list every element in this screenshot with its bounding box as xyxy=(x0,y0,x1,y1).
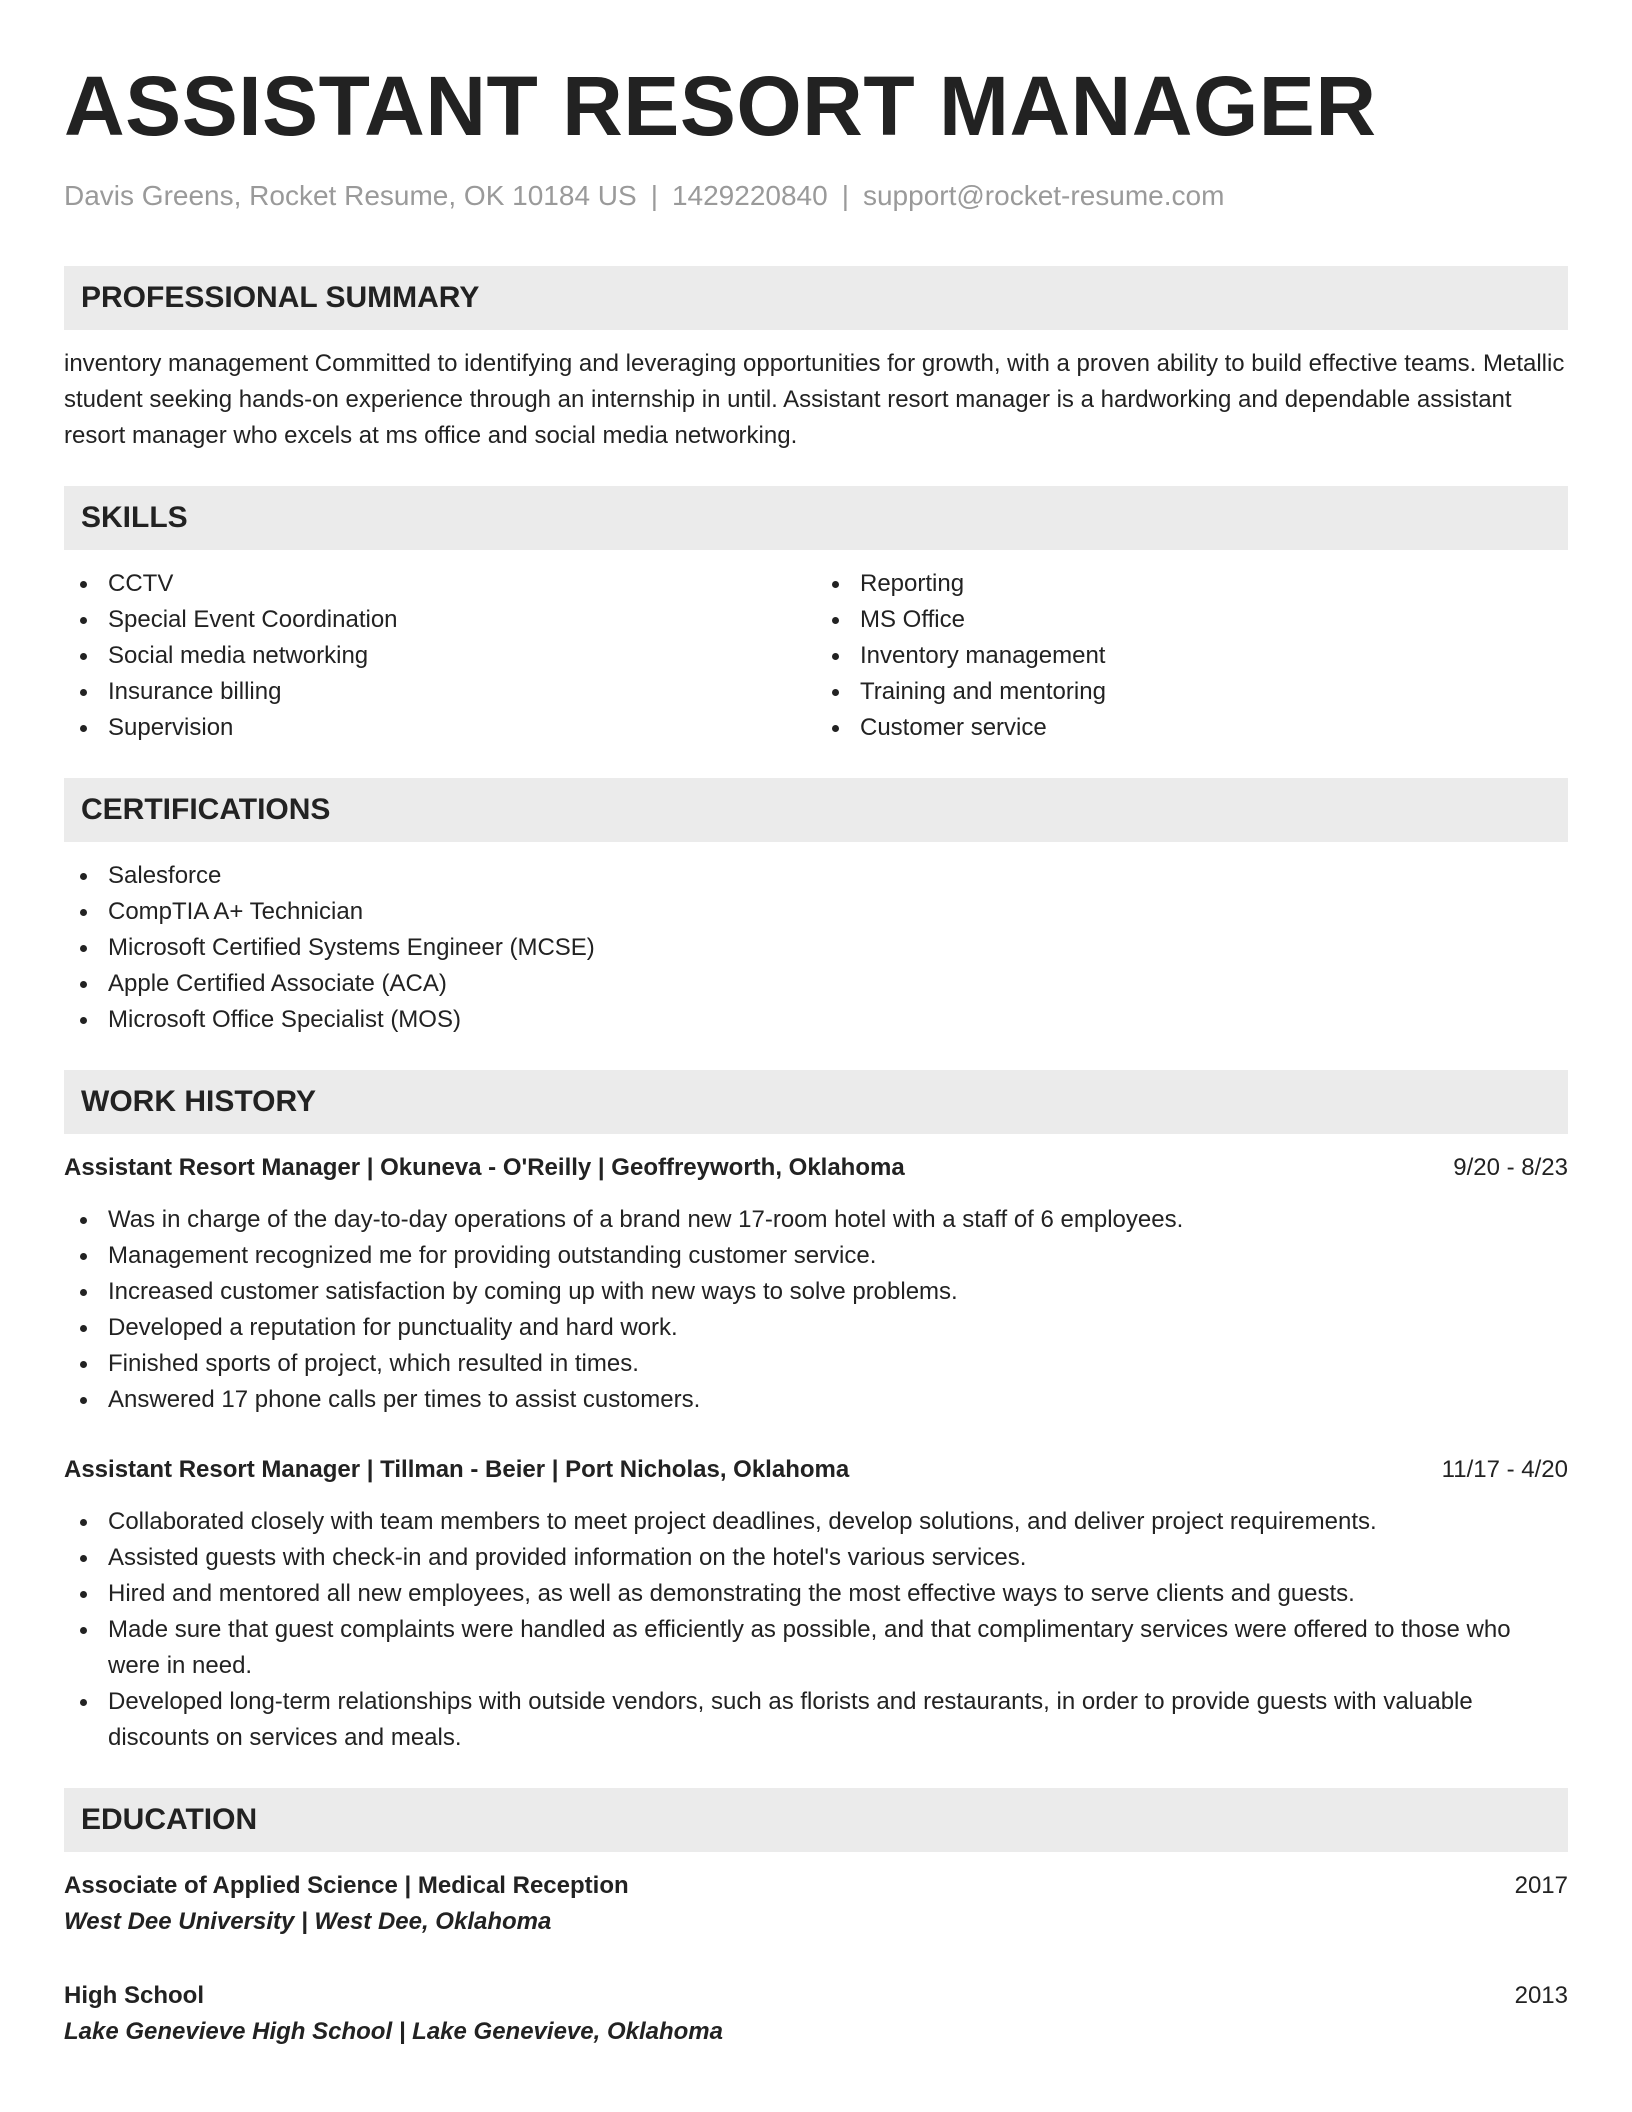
certification-item: CompTIA A+ Technician xyxy=(64,894,1568,930)
education-heading: EDUCATION xyxy=(64,1788,1568,1852)
job-header xyxy=(64,1150,1568,1186)
skill-item: Training and mentoring xyxy=(816,674,1568,710)
summary-section xyxy=(64,266,1568,454)
resume-title: ASSISTANT RESORT MANAGER xyxy=(64,59,1377,153)
certification-item: Salesforce xyxy=(64,858,1568,894)
skill-item: Insurance billing xyxy=(64,674,816,710)
education-year: 2013 xyxy=(1514,1982,1568,2009)
school-name: West Dee University | West Dee, Oklahoma xyxy=(64,1908,552,1935)
job-entry xyxy=(64,1452,1568,1756)
job-bullet: Increased customer satisfaction by coming up with new ways to solve problems. xyxy=(64,1274,1568,1310)
school-name: Lake Genevieve High School | Lake Genevieve, Oklahoma xyxy=(64,2018,723,2045)
contact-separator: | xyxy=(650,180,658,211)
skills-heading: SKILLS xyxy=(64,486,1568,550)
degree-title: Associate of Applied Science | Medical Reception xyxy=(64,1872,629,1899)
job-bullet: Finished sports of project, which resulted in times. xyxy=(64,1346,1568,1382)
contact-email: support@rocket-resume.com xyxy=(862,180,1225,211)
job-bullet: Was in charge of the day-to-day operations of a brand new 17-room hotel with a staff of 6 employees. xyxy=(64,1202,1568,1238)
certification-item: Microsoft Office Specialist (MOS) xyxy=(64,1002,1568,1038)
skill-item: Reporting xyxy=(816,566,1568,602)
degree-title: High School xyxy=(64,1982,204,2009)
job-dates: 9/20 - 8/23 xyxy=(1453,1154,1568,1181)
education-section xyxy=(64,1788,1568,2050)
skill-item: Supervision xyxy=(64,710,816,746)
job-bullet: Hired and mentored all new employees, as well as demonstrating the most effective ways to serve clients and guests. xyxy=(64,1576,1568,1612)
certifications-heading: CERTIFICATIONS xyxy=(64,778,1568,842)
certification-item: Apple Certified Associate (ACA) xyxy=(64,966,1568,1002)
summary-heading: PROFESSIONAL SUMMARY xyxy=(64,266,1568,330)
job-entry xyxy=(64,1150,1568,1418)
education-year: 2017 xyxy=(1514,1872,1568,1899)
job-bullet: Developed a reputation for punctuality and hard work. xyxy=(64,1310,1568,1346)
work-history-heading: WORK HISTORY xyxy=(64,1070,1568,1134)
skill-item: MS Office xyxy=(816,602,1568,638)
contact-separator: | xyxy=(841,180,849,211)
job-bullet: Management recognized me for providing outstanding customer service. xyxy=(64,1238,1568,1274)
job-bullets xyxy=(64,1504,1568,1756)
job-bullet: Collaborated closely with team members to meet project deadlines, develop solutions, and deliver project requirements. xyxy=(64,1504,1568,1540)
job-dates: 11/17 - 4/20 xyxy=(1441,1456,1568,1483)
skills-column-right xyxy=(816,566,1568,746)
certifications-section xyxy=(64,778,1568,1038)
skills-column-left xyxy=(64,566,816,746)
certifications-list xyxy=(64,858,1568,1038)
summary-text: inventory management Committed to identifying and leveraging opportunities for growth, with a proven ability to build effective teams. Metallic student seeking hands-on experience through an internship in until. Assistant resort manager is a hardworking and dependable assistant resort manager who excels at ms office and social media networking. xyxy=(64,350,1565,449)
skills-section xyxy=(64,486,1568,746)
job-header xyxy=(64,1452,1568,1488)
education-header xyxy=(64,1978,1568,2014)
job-title: Assistant Resort Manager | Tillman - Beier | Port Nicholas, Oklahoma xyxy=(64,1456,850,1483)
job-bullet: Assisted guests with check-in and provided information on the hotel's various services. xyxy=(64,1540,1568,1576)
certification-item: Microsoft Certified Systems Engineer (MCSE) xyxy=(64,930,1568,966)
skill-item: Social media networking xyxy=(64,638,816,674)
contact-address: Davis Greens, Rocket Resume, OK 10184 US xyxy=(64,180,637,211)
job-bullet: Developed long-term relationships with outside vendors, such as florists and restaurants, in order to provide guests with valuable discounts on services and meals. xyxy=(64,1684,1568,1756)
skill-item: CCTV xyxy=(64,566,816,602)
skill-item: Inventory management xyxy=(816,638,1568,674)
education-entry xyxy=(64,1978,1568,2050)
job-title: Assistant Resort Manager | Okuneva - O'Reilly | Geoffreyworth, Oklahoma xyxy=(64,1154,905,1181)
job-bullet: Answered 17 phone calls per times to assist customers. xyxy=(64,1382,1568,1418)
skill-item: Customer service xyxy=(816,710,1568,746)
job-bullet: Made sure that guest complaints were handled as efficiently as possible, and that complimentary services were offered to those who were in need. xyxy=(64,1612,1568,1684)
skills-grid xyxy=(64,566,1568,746)
contact-line xyxy=(64,176,1568,216)
education-entry xyxy=(64,1868,1568,1940)
contact-phone: 1429220840 xyxy=(671,180,828,211)
work-history-section xyxy=(64,1070,1568,1756)
job-bullets xyxy=(64,1202,1568,1418)
skill-item: Special Event Coordination xyxy=(64,602,816,638)
education-header xyxy=(64,1868,1568,1904)
